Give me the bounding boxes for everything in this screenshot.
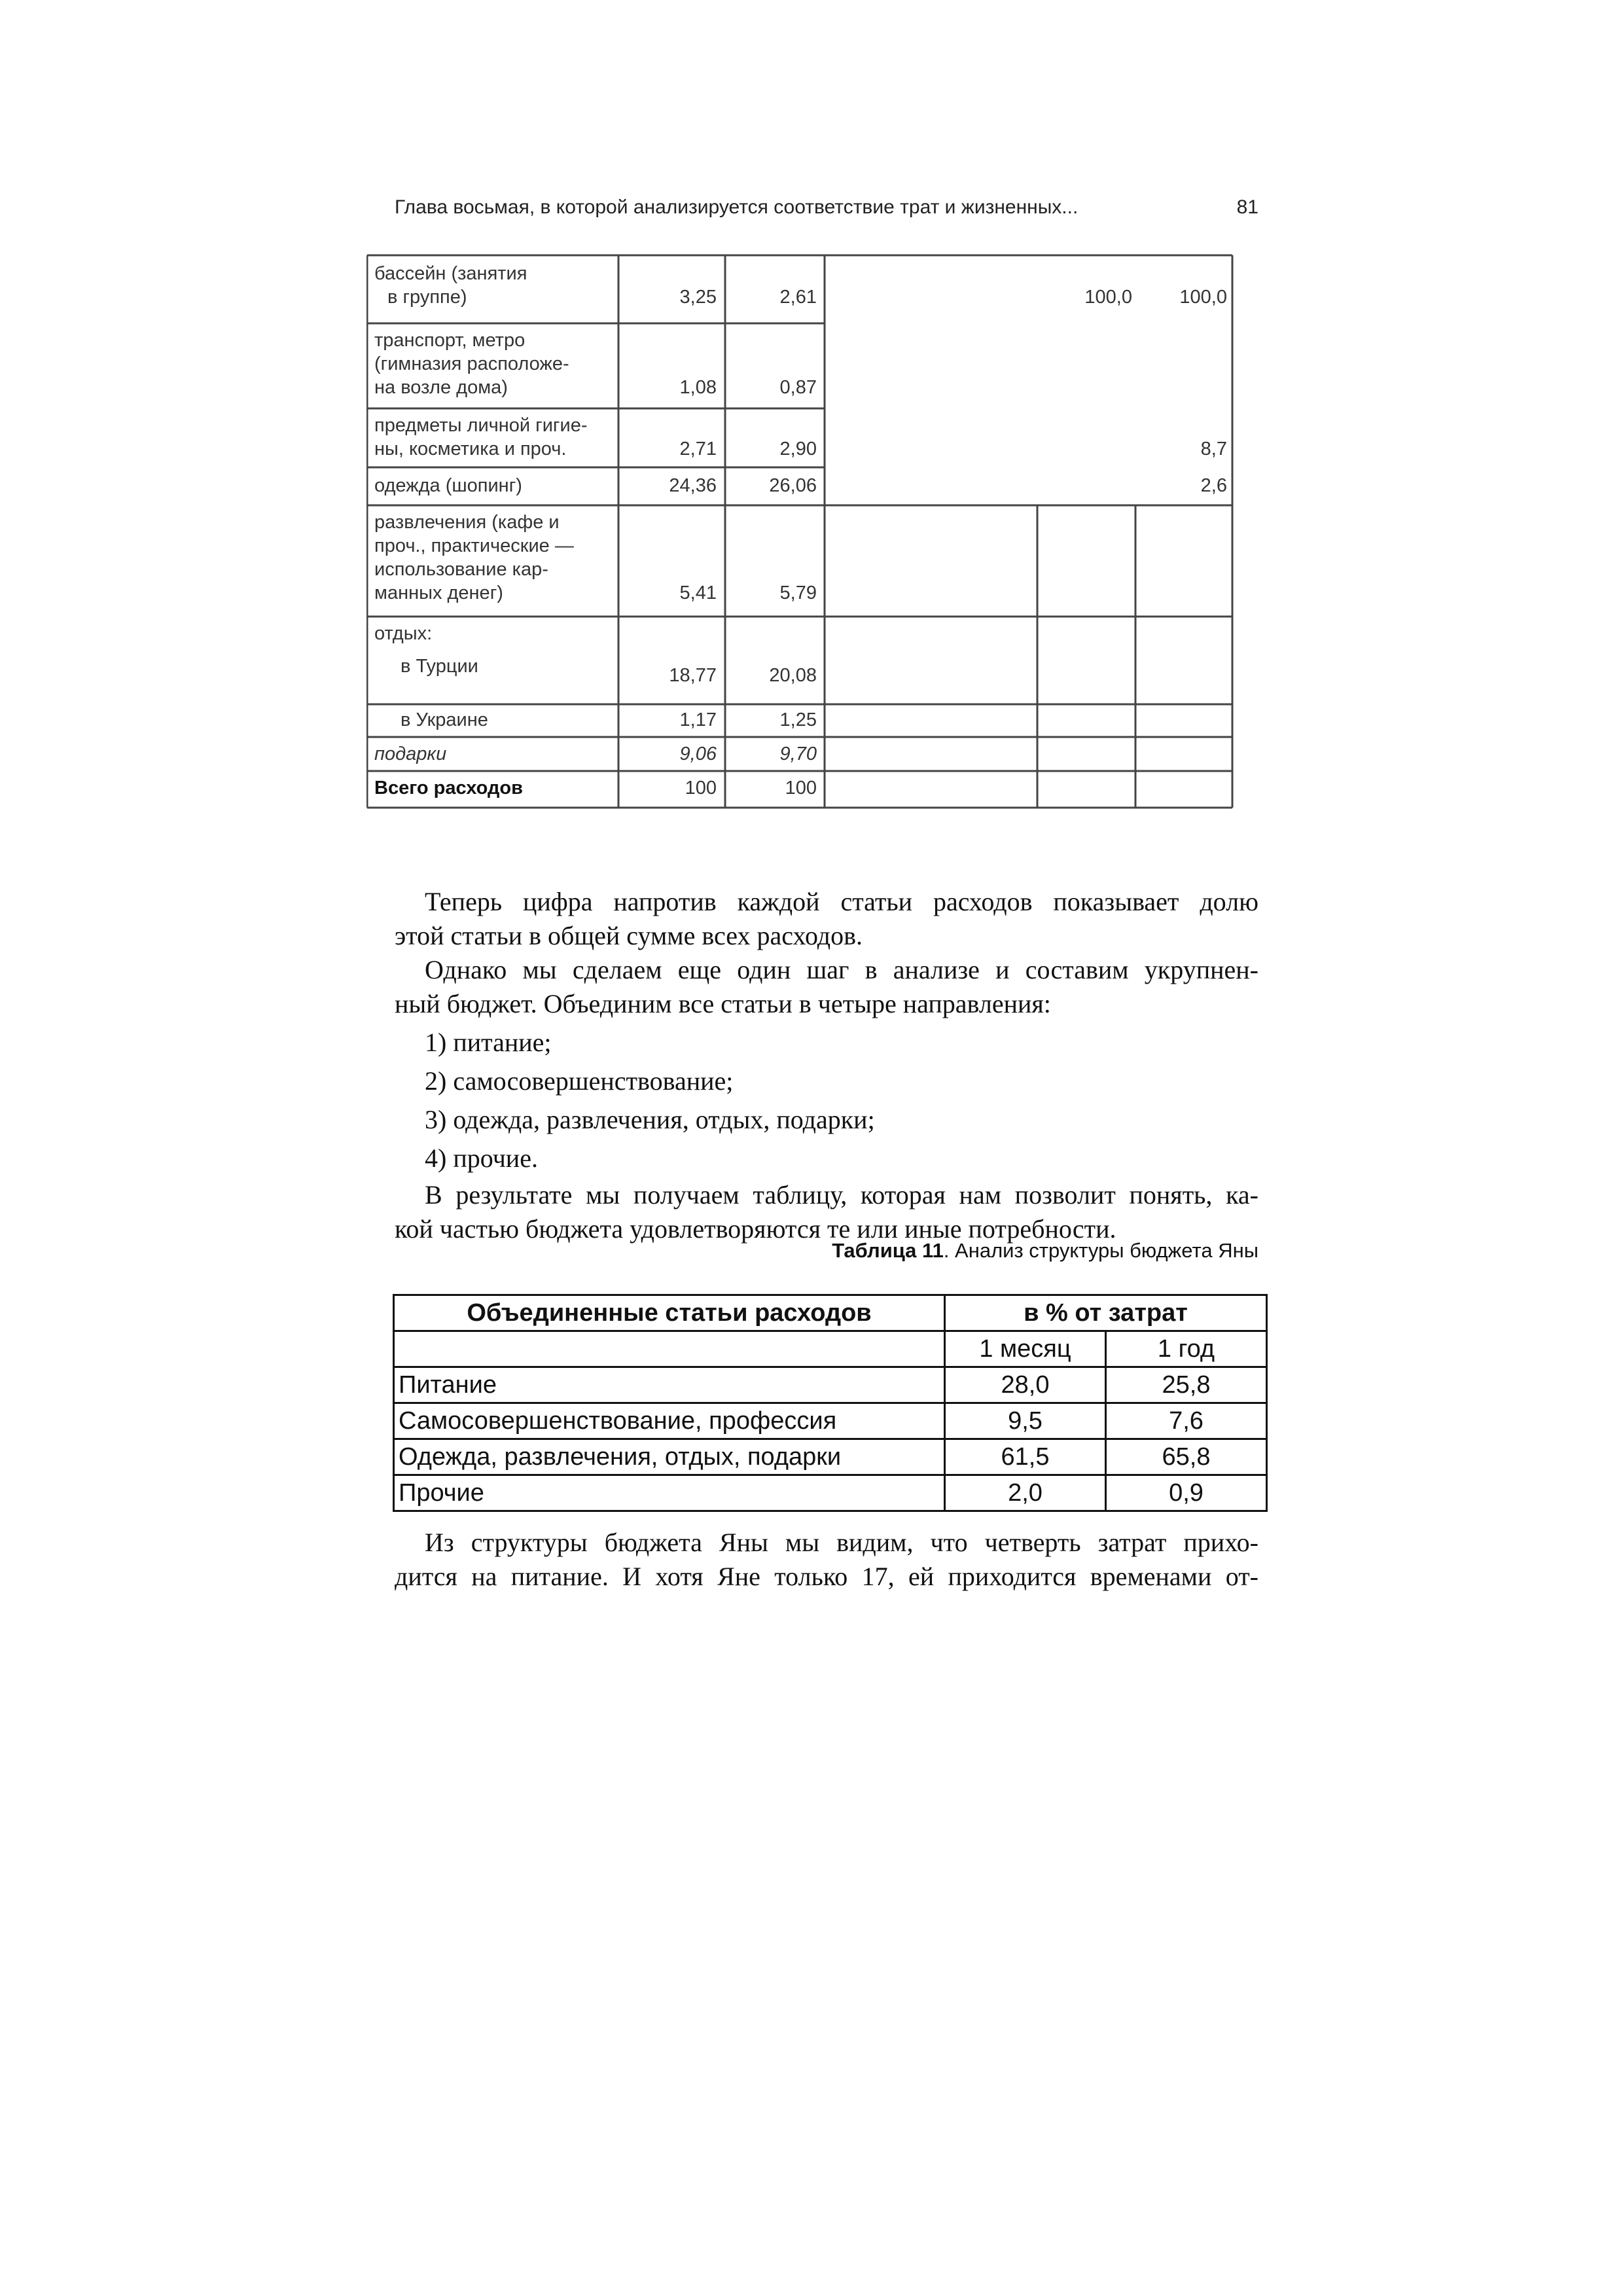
cell-year: 100	[785, 778, 817, 798]
empty-cell	[394, 1331, 945, 1367]
running-header	[395, 196, 1258, 229]
row-name: Питание	[394, 1367, 945, 1403]
cell-pct-year: 100,0	[1179, 287, 1227, 308]
row-name: Прочие	[394, 1475, 945, 1511]
table-caption	[832, 1239, 1258, 1263]
table-subheader-row	[394, 1331, 1267, 1367]
table-header-row	[394, 1295, 1267, 1331]
label-line: в Турции	[401, 656, 478, 677]
label-line: проч., практические —	[374, 535, 574, 556]
row-label-entertainment	[374, 511, 610, 605]
table-row	[394, 1367, 1267, 1403]
caption-label: Таблица 11	[832, 1239, 944, 1262]
cell-month: 1,08	[679, 377, 717, 398]
cell-year: 1,25	[779, 709, 817, 730]
cell-year: 2,61	[779, 287, 817, 308]
cell-value: 8,7	[1200, 439, 1227, 459]
row-label-clothes	[374, 474, 610, 497]
row-name: Одежда, развлечения, отдых, подарки	[394, 1439, 945, 1475]
table-row	[394, 1403, 1267, 1439]
table-row	[394, 1439, 1267, 1475]
label-line: в группе)	[387, 287, 467, 308]
cell-year: 20,08	[769, 665, 817, 686]
text-line: Из структуры бюджета Яны мы видим, что четверть затрат прихо-	[425, 1528, 1258, 1557]
row-year: 25,8	[1106, 1367, 1267, 1403]
cell-year: 0,87	[779, 377, 817, 398]
text-line: ный бюджет. Объединим все статьи в четыре направления:	[395, 989, 1051, 1018]
row-name: Самосовершенствование, профессия	[394, 1403, 945, 1439]
cell-year: 26,06	[769, 475, 817, 496]
row-month: 61,5	[945, 1439, 1106, 1475]
label-line: на возле дома)	[374, 377, 508, 398]
row-label-total: Всего расходов	[374, 778, 523, 798]
text-line: кой частью бюджета удовлетворяются те или иные потребности.	[395, 1214, 1116, 1244]
cell-month: 3,25	[679, 287, 717, 308]
row-month: 2,0	[945, 1475, 1106, 1511]
row-month: 28,0	[945, 1367, 1106, 1403]
label-line: использование кар-	[374, 559, 548, 580]
paragraph-3	[395, 1178, 1258, 1246]
row-label-vacation-ukraine: в Украине	[401, 709, 488, 730]
cell-month: 2,71	[679, 439, 717, 459]
label-line: предметы личной гигие-	[374, 415, 588, 436]
row-label-hygiene	[374, 414, 610, 461]
cell-year: 2,90	[779, 439, 817, 459]
cell-value: 2,6	[1200, 475, 1227, 496]
label-line: (гимназия расположе-	[374, 353, 569, 374]
label-line: развлечения (кафе и	[374, 512, 560, 533]
text-line: дится на питание. И хотя Яне только 17, ей приходится временами от-	[395, 1562, 1258, 1591]
cell-month: 5,41	[679, 583, 717, 603]
cell-month: 9,06	[679, 744, 717, 764]
cell-month: 100	[685, 778, 717, 798]
label-line: одежда (шопинг)	[374, 475, 522, 496]
paragraph-4	[395, 1526, 1258, 1594]
text-line: В результате мы получаем таблицу, которая нам позволит понять, ка-	[425, 1180, 1258, 1210]
list-item: 3) одежда, развлечения, отдых, подарки;	[425, 1105, 875, 1134]
row-label-vacation-turkey	[374, 622, 610, 678]
subheader-month: 1 месяц	[945, 1331, 1106, 1367]
budget-structure-table	[393, 1294, 1268, 1512]
cell-year: 9,70	[779, 744, 817, 764]
list-item: 4) прочие.	[425, 1143, 538, 1173]
list-item: 1) питание;	[425, 1028, 552, 1057]
label-line: ны, косметика и проч.	[374, 439, 567, 459]
list-item: 2) самосовершенствование;	[425, 1066, 734, 1096]
cell-month: 24,36	[669, 475, 717, 496]
cell-month: 1,17	[679, 709, 717, 730]
row-label-pool	[374, 262, 610, 309]
text-line: Теперь цифра напротив каждой статьи расходов показывает долю	[425, 887, 1258, 916]
caption-text: . Анализ структуры бюджета Яны	[943, 1239, 1258, 1262]
cell-month: 18,77	[669, 665, 717, 686]
label-line: отдых:	[374, 623, 433, 644]
label-line: транспорт, метро	[374, 330, 526, 351]
header-percent: в % от затрат	[945, 1295, 1267, 1331]
row-label-gifts: подарки	[374, 744, 447, 764]
header-categories: Объединенные статьи расходов	[394, 1295, 945, 1331]
table-row	[394, 1475, 1267, 1511]
chapter-title: Глава восьмая, в которой анализируется соответствие трат и жизненных...	[395, 196, 1079, 218]
paragraph-1	[395, 885, 1258, 953]
subheader-year: 1 год	[1106, 1331, 1267, 1367]
row-year: 7,6	[1106, 1403, 1267, 1439]
text-line: Однако мы сделаем еще один шаг в анализе и составим укрупнен-	[425, 955, 1258, 984]
row-label-transport	[374, 329, 610, 399]
row-month: 9,5	[945, 1403, 1106, 1439]
row-year: 0,9	[1106, 1475, 1267, 1511]
expense-table-fragment	[366, 254, 1234, 809]
cell-pct-month: 100,0	[1084, 287, 1132, 308]
row-year: 65,8	[1106, 1439, 1267, 1475]
label-line: манных денег)	[374, 583, 503, 603]
label-line: бассейн (занятия	[374, 263, 527, 284]
paragraph-2	[395, 953, 1258, 1021]
page-number: 81	[1236, 196, 1258, 218]
text-line: этой статьи в общей сумме всех расходов.	[395, 921, 863, 950]
cell-year: 5,79	[779, 583, 817, 603]
